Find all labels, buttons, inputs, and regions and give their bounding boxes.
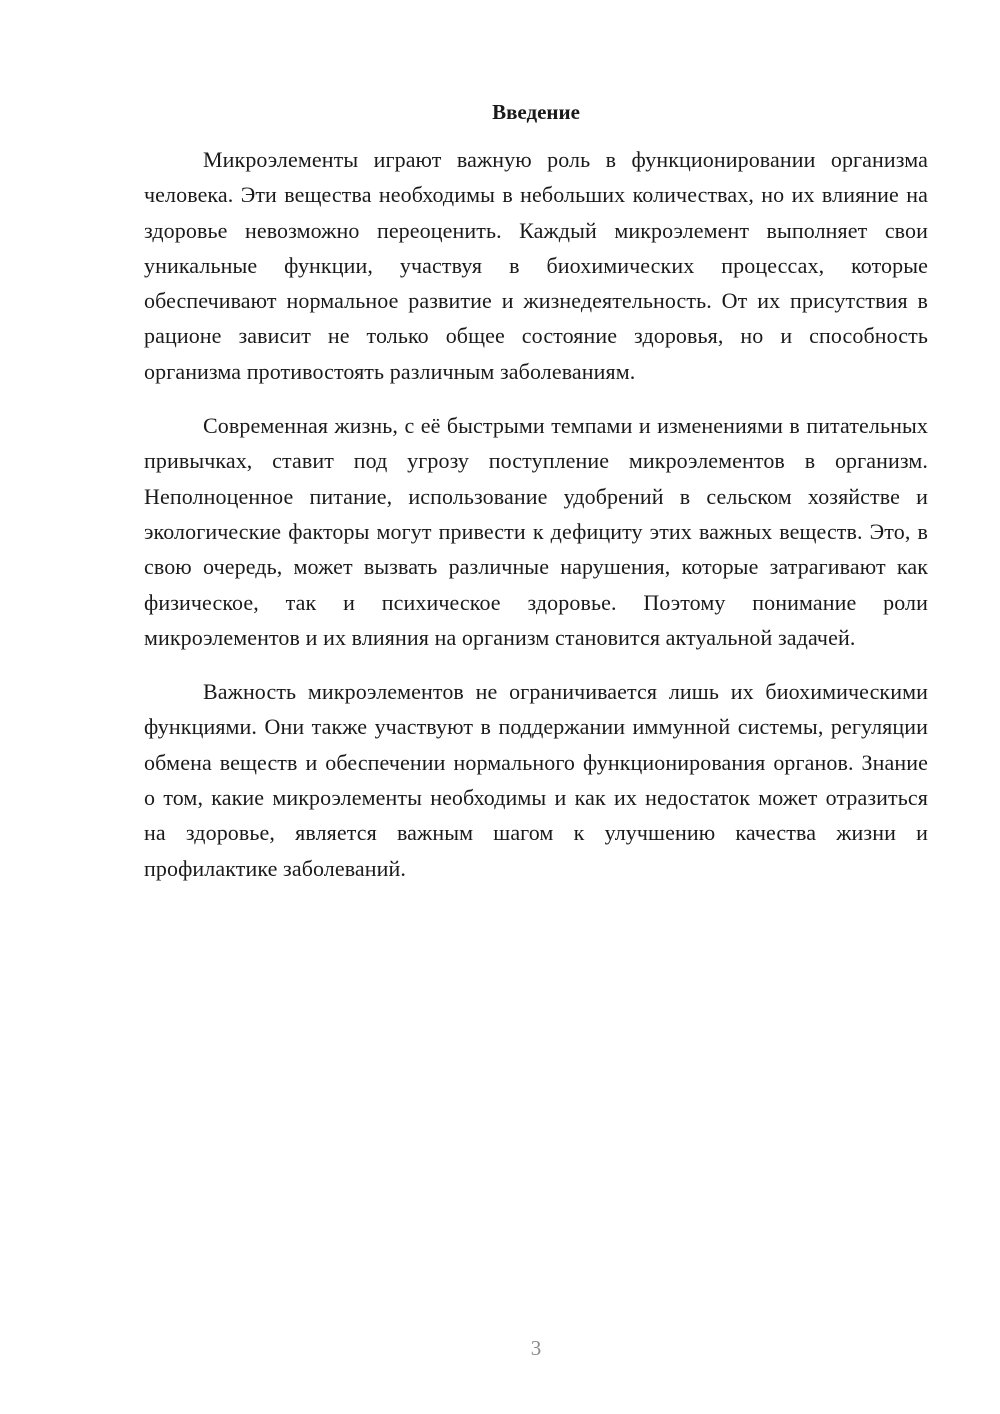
paragraph-3: Важность микроэлементов не ограничивается лишь их биохимическими функциями. Они также участвуют в поддержании иммунной системы, регуляции обмена веществ и обеспечении нормального функционирования органов. Знание о том, какие микроэлементы необходимы и как их недостаток может отразиться на здоровье, является важным шагом к улучшению качества жизни и профилактике заболеваний. bbox=[144, 679, 928, 881]
page-number: 3 bbox=[530, 1336, 542, 1360]
page-title: Введение bbox=[492, 100, 580, 124]
paragraph-1: Микроэлементы играют важную роль в функционировании организма человека. Эти вещества необходимы в небольших количествах, но их влияние на здоровье невозможно переоценить. Каждый микроэлемент выполняет свои уникальные функции, участвуя в биохимических процессах, которые обеспечивают нормальное развитие и жизнедеятельность. От их присутствия в рационе зависит не только общее состояние здоровья, но и способность организма противостоять различным заболеваниям. bbox=[144, 147, 928, 384]
body-text bbox=[144, 142, 928, 905]
paragraph-2: Современная жизнь, с её быстрыми темпами и изменениями в питательных привычках, ставит под угрозу поступление микроэлементов в организм. Неполноценное питание, использование удобрений в сельском хозяйстве и экологические факторы могут привести к дефициту этих важных веществ. Это, в свою очередь, может вызвать различные нарушения, которые затрагивают как физическое, так и психическое здоровье. Поэтому понимание роли микроэлементов и их влияния на организм становится актуальной задачей. bbox=[144, 413, 928, 650]
